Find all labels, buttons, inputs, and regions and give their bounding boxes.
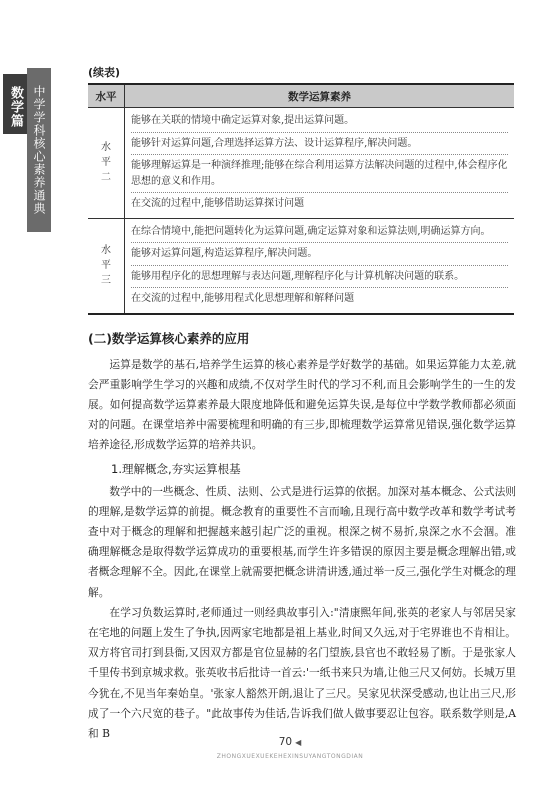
header-literacy: 数学运算素养 bbox=[125, 84, 515, 108]
level-cell bbox=[88, 108, 125, 219]
items-cell bbox=[125, 218, 515, 314]
literacy-levels-table bbox=[88, 83, 514, 315]
list-item: 在交流的过程中,能够用程式化思想理解和解释问题 bbox=[131, 293, 355, 304]
series-title: 中学学科核心素养通典 bbox=[32, 85, 46, 215]
sidebar bbox=[0, 0, 72, 800]
series-tab bbox=[8, 68, 51, 232]
level-label: 水平三 bbox=[101, 245, 111, 286]
continued-label: (续表) bbox=[88, 66, 121, 79]
level-label: 水平二 bbox=[101, 142, 111, 184]
triangle-left-icon: ◀ bbox=[295, 738, 302, 747]
paragraph: 运算是数学的基石,培养学生运算的核心素养是学好数学的基础。如果运算能力太差,就会严重影响学生学习的兴趣和成绩,不仅对学生时代的学习不利,而且会影响学生的一生的发展。如何提高数学运算素养最大限度地降低和避免运算失误,是每位中学数学教师都必须面对的问题。在课堂培养中需要梳理和明确的有三步,即梳理数学运算常见错误,强化数学运算培养途径,形成数学运算的培养共识。 bbox=[88, 357, 516, 452]
list-item: 在交流的过程中,能够借助运算探讨问题 bbox=[131, 198, 305, 209]
page-footer bbox=[170, 730, 410, 760]
paragraph: 数学中的一些概念、性质、法则、公式是进行运算的依据。加深对基本概念、公式法则的理解,是数学运算的前提。概念教育的重要性不言而喻,且现行高中数学改革和数学考试考查中对于概念的理解和把握越来越引起广泛的重视。根深之树不易折,泉深之水不会涸。准确理解概念是取得数学运算成功的重要根基,而学生许多错误的原因主要是概念理解出错,或者概念理解不全。因此,在课堂上就需要把概念讲清讲透,通过举一反三,强化学生对概念的理解。 bbox=[88, 484, 516, 599]
list-item: 能够在关联的情境中确定运算对象,提出运算问题。 bbox=[131, 110, 508, 133]
subsection-title: 1.理解概念,夯实运算根基 bbox=[111, 461, 241, 476]
list-item: 能够理解运算是一种演绎推理;能够在综合利用运算方法解决问题的过程中,体会程序化思想的意义和作用。 bbox=[131, 155, 508, 193]
page-content bbox=[88, 64, 516, 744]
table-row bbox=[88, 108, 514, 219]
list-item: 在综合情境中,能把问题转化为运算问题,确定运算对象和运算法则,明确运算方向。 bbox=[131, 221, 508, 244]
list-item: 能够用程序化的思想理解与表达问题,理解程序化与计算机解决问题的联系。 bbox=[131, 266, 508, 289]
list-item: 能够对运算问题,构造运算程序,解决问题。 bbox=[131, 243, 508, 266]
page-number: 70 bbox=[278, 736, 293, 748]
table-header-row bbox=[88, 84, 514, 108]
header-level: 水平 bbox=[88, 84, 125, 108]
list-item: 能够针对运算问题,合理选择运算方法、设计运算程序,解决问题。 bbox=[131, 133, 508, 156]
running-footer-text: ZHONGXUEXUEKEHEXINSUYANGTONGDIAN bbox=[216, 753, 364, 760]
level-cell bbox=[88, 218, 125, 314]
items-cell bbox=[125, 108, 515, 219]
volume-label: 数学篇 bbox=[3, 74, 27, 134]
section-title: (二)数学运算核心素养的应用 bbox=[88, 330, 250, 346]
paragraph: 在学习负数运算时,老师通过一则经典故事引入:"清康熙年间,张英的老家人与邻居吴家在宅地的问题上发生了争执,因两家宅地都是祖上基业,时间又久远,对于宅界谁也不肯相让。双方将官司打到县衙,又因双方都是官位显赫的名门望族,县官也不敢轻易了断。于是张家人千里传书到京城求救。张英收书后批诗一首云:'一纸书来只为墙,让他三尺又何妨。长城万里今犹在,不见当年秦始皇。'张家人豁然开朗,退让了三尺。吴家见状深受感动,也让出三尺,形成了一个六尺宽的巷子。"此故事传为佳话,告诉我们做人做事要忍让包容。联系数学则是,A 和 B bbox=[88, 605, 516, 740]
table-row bbox=[88, 218, 514, 314]
